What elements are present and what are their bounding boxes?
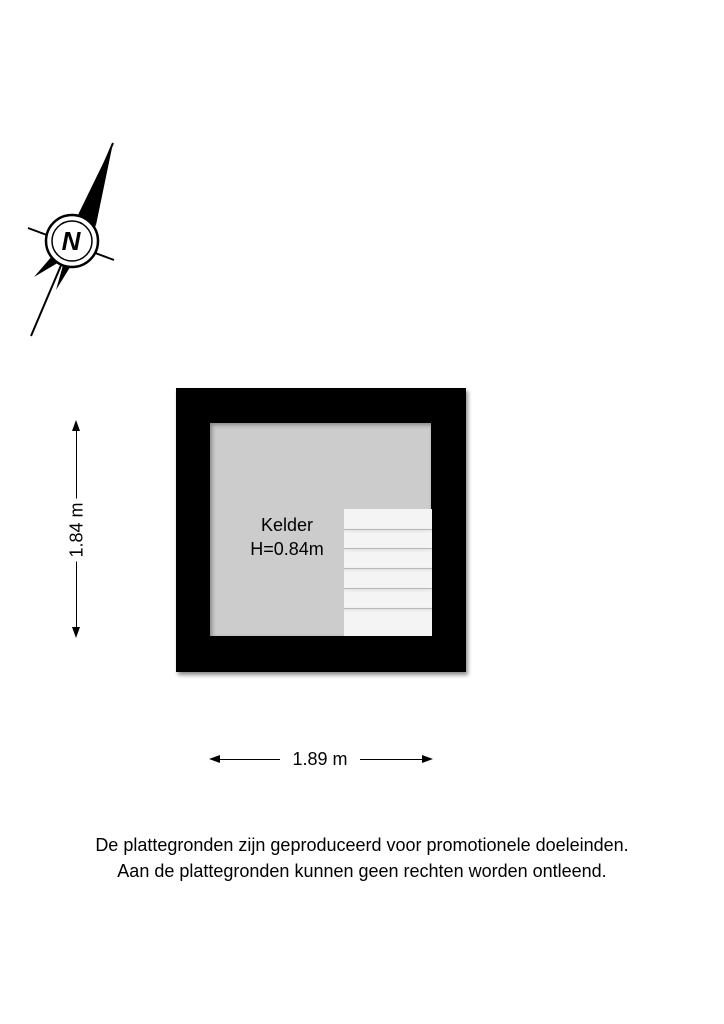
room-label <box>232 513 342 561</box>
room-name: Kelder <box>260 515 314 535</box>
stair-step <box>344 568 432 569</box>
stair-step <box>344 608 432 609</box>
disclaimer <box>0 832 724 884</box>
staircase <box>344 509 432 636</box>
width-dimension-label: 1.89 m <box>280 748 360 770</box>
stair-step <box>344 529 432 530</box>
disclaimer-line: Aan de plattegronden kunnen geen rechten worden ontleend. <box>117 861 607 881</box>
north-arrow-icon <box>0 0 140 350</box>
stair-step <box>344 548 432 549</box>
room-height: H=0.84m <box>250 539 324 559</box>
arrow-down-icon <box>72 627 80 638</box>
compass-letter: N <box>61 226 81 256</box>
arrow-right-icon <box>422 755 433 763</box>
disclaimer-line: De plattegronden zijn geproduceerd voor promotionele doeleinden. <box>95 835 629 855</box>
height-dimension-label: 1.84 m <box>67 498 88 561</box>
stair-step <box>344 588 432 589</box>
